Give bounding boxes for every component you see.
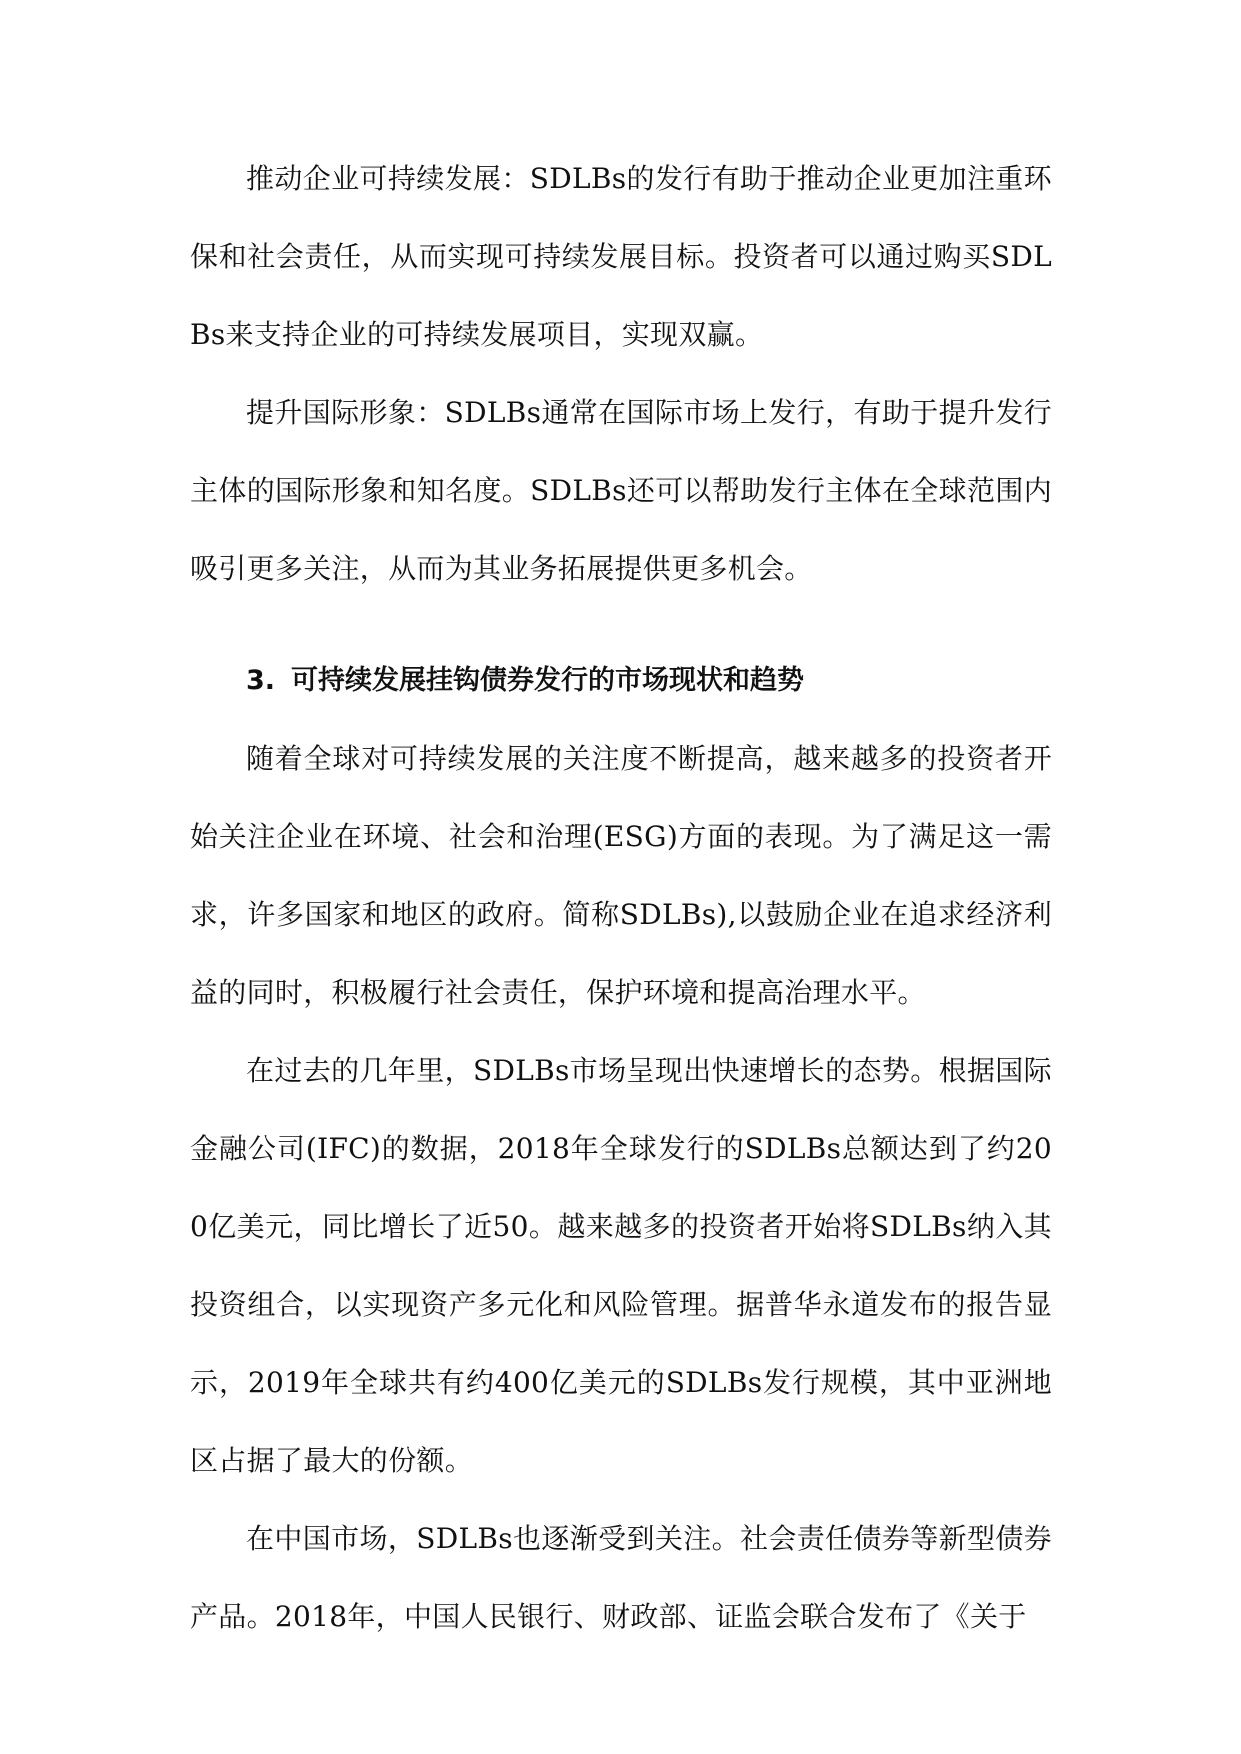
section-title: 可持续发展挂钩债券发行的市场现状和趋势 — [291, 665, 805, 696]
paragraph-esg-background: 随着全球对可持续发展的关注度不断提高，越来越多的投资者开始关注企业在环境、社会和治理(ESG)方面的表现。为了满足这一需求，许多国家和地区的政府。简称SDLBs),以鼓励企业在追求经济利益的同时，积极履行社会责任，保护环境和提高治理水平。 — [190, 742, 1052, 1009]
document-body — [190, 140, 1052, 1656]
paragraph-international-image: 提升国际形象：SDLBs通常在国际市场上发行，有助于提升发行主体的国际形象和知名度。SDLBs还可以帮助发行主体在全球范围内吸引更多关注，从而为其业务拓展提供更多机会。 — [190, 396, 1052, 585]
paragraph-market-growth: 在过去的几年里，SDLBs市场呈现出快速增长的态势。根据国际金融公司(IFC)的数据，2018年全球发行的SDLBs总额达到了约200亿美元，同比增长了近50。越来越多的投资者开始将SDLBs纳入其投资组合，以实现资产多元化和风险管理。据普华永道发布的报告显示，2019年全球共有约400亿美元的SDLBs发行规模，其中亚洲地区占据了最大的份额。 — [190, 1054, 1052, 1477]
section-spacer — [190, 608, 1052, 642]
paragraph-promote-sustainability: 推动企业可持续发展：SDLBs的发行有助于推动企业更加注重环保和社会责任，从而实现可持续发展目标。投资者可以通过购买SDLBs来支持企业的可持续发展项目，实现双赢。 — [190, 162, 1052, 351]
section-number: 3. — [246, 665, 276, 696]
paragraph-china-market: 在中国市场，SDLBs也逐渐受到关注。社会责任债券等新型债券产品。2018年，中国人民银行、财政部、证监会联合发布了《关于 — [190, 1522, 1052, 1633]
section-heading — [190, 642, 1052, 720]
